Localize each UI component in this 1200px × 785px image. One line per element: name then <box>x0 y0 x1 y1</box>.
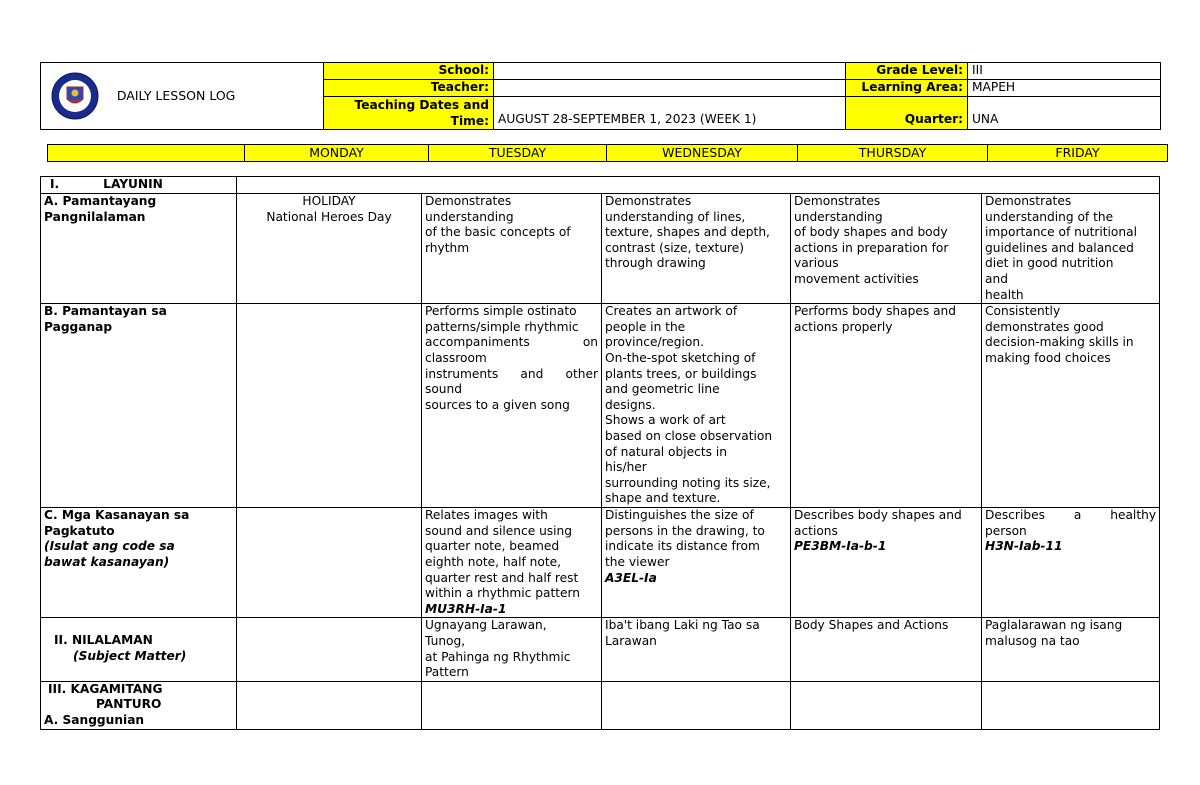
layunin-blank <box>237 177 1160 194</box>
section-layunin: I. LAYUNIN <box>41 177 237 194</box>
day-thursday: THURSDAY <box>798 145 988 162</box>
day-wednesday: WEDNESDAY <box>607 145 798 162</box>
days-bar <box>47 144 1168 162</box>
lesson-table <box>40 176 1160 730</box>
c-tuesday: Relates images with sound and silence using quarter note, beamed eighth note, half note, quarter rest and half rest within a rhythmic pattern MU3RH-Ia-1 <box>422 508 602 618</box>
kagamitan-friday <box>982 681 1160 729</box>
teacher-field <box>494 80 846 97</box>
kagamitan-monday <box>237 681 422 729</box>
dates-label: Teaching Dates and Time: <box>324 97 494 130</box>
c-friday: Describes a healthy person H3N-Iab-11 <box>982 508 1160 618</box>
a-thursday: Demonstrates understanding of body shapes and body actions in preparation for various movement activities <box>791 194 982 304</box>
quarter-label: Quarter: <box>846 97 968 130</box>
thursday-code: PE3BM-Ia-b-1 <box>794 539 887 554</box>
a-tuesday: Demonstrates understanding of the basic concepts of rhythm <box>422 194 602 304</box>
c-thursday: Describes body shapes and actions PE3BM-Ia-b-1 <box>791 508 982 618</box>
kagamitan-tuesday <box>422 681 602 729</box>
nilalaman-monday <box>237 618 422 681</box>
day-monday: MONDAY <box>245 145 429 162</box>
friday-code: H3N-Iab-11 <box>985 539 1063 554</box>
dates-field: AUGUST 28-SEPTEMBER 1, 2023 (WEEK 1) <box>494 97 846 130</box>
logo-title-cell <box>41 63 324 130</box>
kagamitan-thursday <box>791 681 982 729</box>
school-label: School: <box>324 63 494 80</box>
table-row <box>41 681 1160 729</box>
grade-label: Grade Level: <box>846 63 968 80</box>
nilalaman-thursday: Body Shapes and Actions <box>791 618 982 681</box>
wednesday-code: A3EL-Ia <box>605 570 657 585</box>
deped-seal-icon <box>45 71 105 121</box>
day-tuesday: TUESDAY <box>429 145 607 162</box>
b-thursday: Performs body shapes and actions properly <box>791 304 982 508</box>
row-label-a: A. Pamantayang Pangnilalaman <box>41 194 237 304</box>
days-blank <box>48 145 245 162</box>
b-tuesday: Performs simple ostinato patterns/simple rhythmic accompaniments on classroom instruments and other sound sources to a given song <box>422 304 602 508</box>
table-row <box>41 508 1160 618</box>
c-wednesday: Distinguishes the size of persons in the drawing, to indicate its distance from the viewer A3EL-Ia <box>602 508 791 618</box>
table-row <box>41 304 1160 508</box>
row-label-kagamitan: III. KAGAMITANG PANTURO A. Sanggunian <box>41 681 237 729</box>
area-label: Learning Area: <box>846 80 968 97</box>
a-friday: Demonstrates understanding of the importance of nutritional guidelines and balanced diet in good nutrition and health <box>982 194 1160 304</box>
school-field <box>494 63 846 80</box>
teacher-label: Teacher: <box>324 80 494 97</box>
table-row <box>41 194 1160 304</box>
b-friday: Consistently demonstrates good decision-making skills in making food choices <box>982 304 1160 508</box>
nilalaman-wednesday: Iba't ibang Laki ng Tao sa Larawan <box>602 618 791 681</box>
a-wednesday: Demonstrates understanding of lines, texture, shapes and depth, contrast (size, texture) through drawing <box>602 194 791 304</box>
table-row <box>41 618 1160 681</box>
a-monday: HOLIDAY National Heroes Day <box>237 194 422 304</box>
row-label-nilalaman: II. NILALAMAN (Subject Matter) <box>41 618 237 681</box>
quarter-field: UNA <box>968 97 1161 130</box>
nilalaman-tuesday: Ugnayang Larawan, Tunog, at Pahinga ng Rhythmic Pattern <box>422 618 602 681</box>
nilalaman-friday: Paglalarawan ng isang malusog na tao <box>982 618 1160 681</box>
c-monday <box>237 508 422 618</box>
b-wednesday: Creates an artwork of people in the province/region. On-the-spot sketching of plants trees, or buildings and geometric line designs. Shows a work of art based on close observation of natural objects in his/her surrounding noting its size, shape and texture. <box>602 304 791 508</box>
b-monday <box>237 304 422 508</box>
day-friday: FRIDAY <box>988 145 1168 162</box>
tuesday-code: MU3RH-Ia-1 <box>425 601 507 616</box>
area-field: MAPEH <box>968 80 1161 97</box>
grade-field: III <box>968 63 1161 80</box>
header-table <box>40 62 1161 130</box>
row-label-c: C. Mga Kasanayan sa Pagkatuto (Isulat ang code sa bawat kasanayan) <box>41 508 237 618</box>
kagamitan-wednesday <box>602 681 791 729</box>
page-title: DAILY LESSON LOG <box>116 88 236 104</box>
row-label-b: B. Pamantayan sa Pagganap <box>41 304 237 508</box>
